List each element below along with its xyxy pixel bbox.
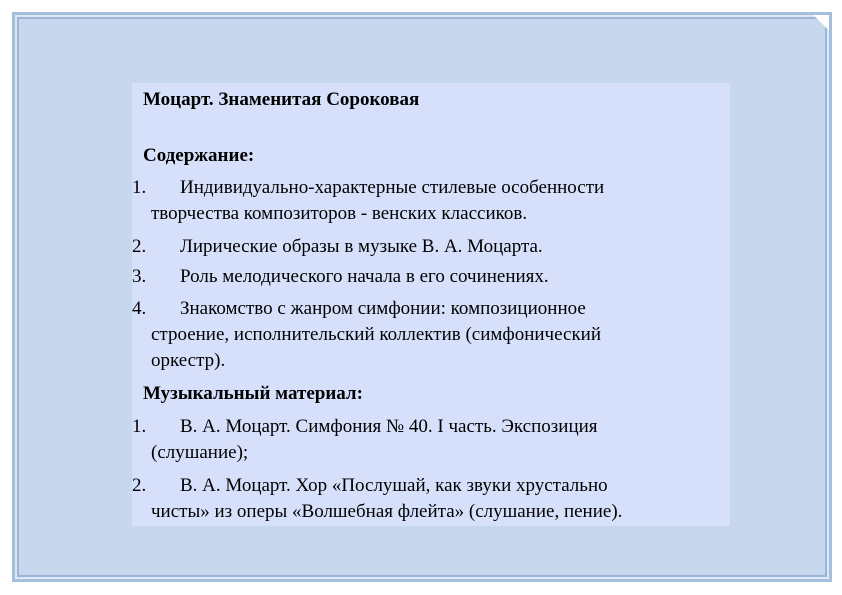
list-item-text: строение, исполнительский коллектив (симфонический <box>151 324 602 345</box>
list-item-number: 3. <box>132 266 147 287</box>
list-item-number: 2. <box>132 236 147 257</box>
list-item-text: Знакомство с жанром симфонии: композиционное <box>180 298 586 319</box>
list-item-number: 2. <box>132 475 147 496</box>
list-item-text: творчества композиторов - венских классиков. <box>151 203 528 224</box>
list-item-text: (слушание); <box>151 442 249 463</box>
list-item-text: Роль мелодического начала в его сочинениях. <box>180 266 549 287</box>
list-item-text: чисты» из оперы «Волшебная флейта» (слушание, пение). <box>151 501 623 522</box>
list-item-number: 1. <box>132 416 147 437</box>
material-heading: Музыкальный материал: <box>143 383 363 404</box>
list-item-text: оркестр). <box>151 350 226 371</box>
list-item-number: 4. <box>132 298 147 319</box>
list-item-text: Индивидуально-характерные стилевые особенности <box>180 177 605 198</box>
list-item-text: В. А. Моцарт. Симфония № 40. I часть. Экспозиция <box>180 416 598 437</box>
list-item-text: Лирические образы в музыке В. А. Моцарта. <box>180 236 543 257</box>
content-heading: Содержание: <box>143 145 255 166</box>
list-item-text: В. А. Моцарт. Хор «Послушай, как звуки хрустально <box>180 475 608 496</box>
list-item-number: 1. <box>132 177 147 198</box>
page-title: Моцарт. Знаменитая Сороковая <box>143 89 420 110</box>
page-corner-fold <box>807 15 829 37</box>
